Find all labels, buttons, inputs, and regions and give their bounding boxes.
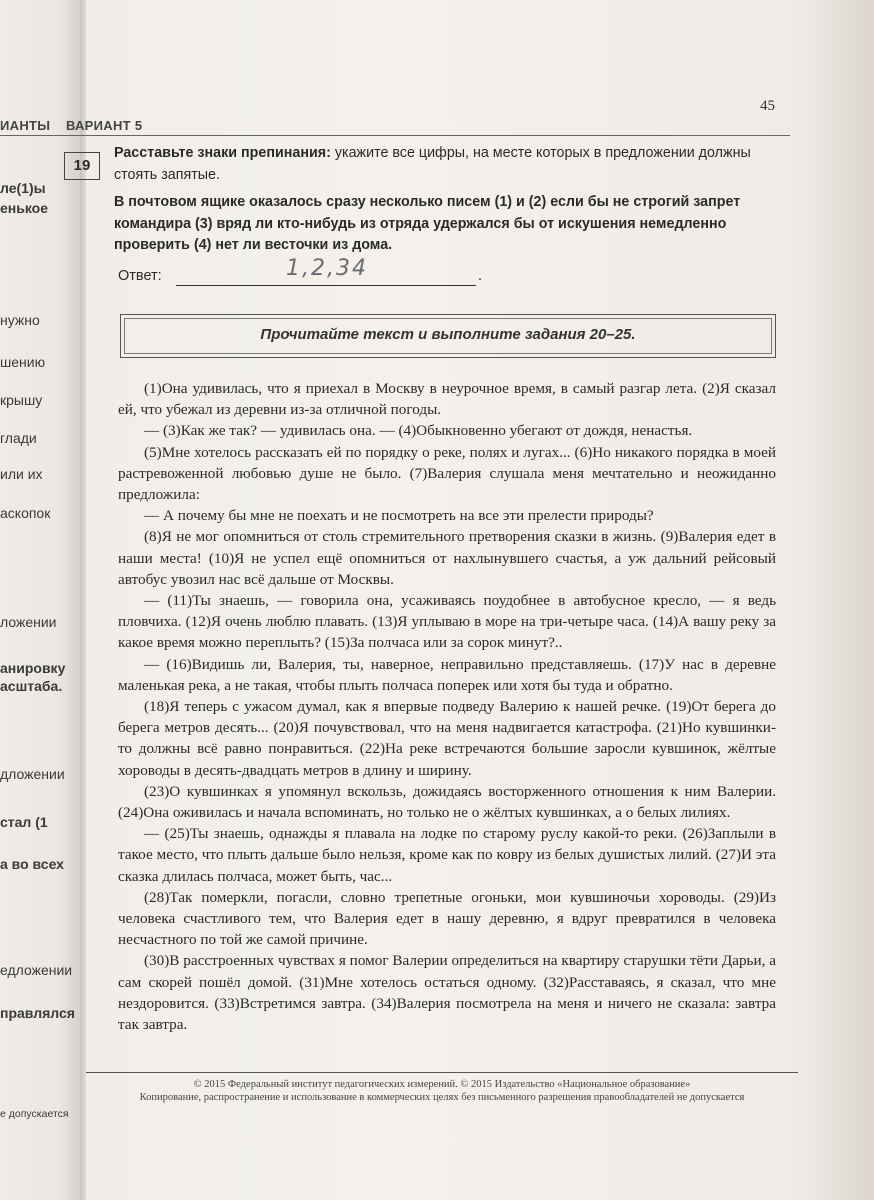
left-page-fragment: асштаба.: [0, 678, 63, 694]
task-number-box: 19: [64, 152, 100, 180]
reading-text: [118, 378, 776, 1035]
text-paragraph: — (25)Ты знаешь, однажды я плавала на лодке по старому руслу какой-то реки. (26)Заплыли в такое место, что плыть дальше было нельзя, кроме как по ковру из белых душистых лилий. (27)И эта сказка длилась полчаса, может быть, час...: [118, 825, 776, 885]
left-page-fragment: нужно: [0, 312, 40, 328]
left-page-fragment: дложении: [0, 766, 65, 782]
text-paragraph: — (11)Ты знаешь, — говорила она, усаживаясь поудобнее в автобусное кресло, — я ведь пловчиха. (12)Я очень люблю плавать. (13)Я уплываю в море на три-четыре часа. (14)А вашу реку за какое время можно переплыть? (15)За полчаса или за сорок минут?..: [118, 592, 776, 652]
task-instruction: [114, 143, 774, 186]
variant-label: ВАРИАНТ 5: [65, 118, 143, 133]
previous-page-edge: [0, 0, 82, 1200]
left-page-fragment: е допускается: [0, 1108, 69, 1120]
left-page-fragment: а во всех: [0, 856, 64, 872]
footer-divider: [86, 1072, 798, 1073]
text-paragraph: (5)Мне хотелось рассказать ей по порядку о реке, полях и лугах... (6)Но никакого порядка в моей растревоженной любовью душе не было. (7)Валерия слушала меня мечтательно и неожиданно предложила:: [118, 443, 776, 504]
reading-instruction-text: Прочитайте текст и выполните задания 20–25.: [260, 326, 636, 343]
task-19: [114, 143, 774, 263]
left-page-fragment: анировку: [0, 660, 66, 676]
left-page-fragment: глади: [0, 430, 37, 446]
task-sentence: В почтовом ящике оказалось сразу несколько писем (1) и (2) если бы не строгий запрет командира (3) вряд ли кто-нибудь из отряда удержался бы от искушения немедленно проверить (4) нет ли весточки из дома.: [114, 194, 741, 253]
answer-row: [118, 256, 538, 292]
text-paragraph: (1)Она удивилась, что я приехал в Москву в неурочное время, в самый разгар лета. (2)Я сказал ей, что убежал из деревни из-за отличной погоды.: [118, 380, 776, 419]
left-page-fragment: крышу: [0, 392, 43, 408]
running-header: [0, 118, 142, 133]
left-page-fragment: едложении: [0, 962, 73, 978]
running-header-left-fragment: ИАНТЫ: [0, 118, 51, 133]
text-paragraph: (28)Так померкли, погасли, словно трепетные огоньки, мои кувшиночьи хороводы. (29)Из человека счастливого тем, что Валерия едет в нашу деревню, я вдруг превратился в человека несчастного по той же самой причине.: [118, 888, 776, 949]
copyright-line-2: Копирование, распространение и использование в коммерческих целях без письменного разрешения правообладателей не допускается: [139, 1092, 745, 1103]
text-paragraph: — (3)Как же так? — удивилась она. — (4)Обыкновенно убегают от дождя, ненастья.: [144, 422, 693, 440]
copyright-line-1: © 2015 Федеральный институт педагогических измерений. © 2015 Издательство «Национальное образование»: [193, 1079, 691, 1090]
left-page-fragment: стал (1: [0, 814, 48, 830]
left-page-fragment: или их: [0, 466, 43, 482]
left-page-fragment: ложении: [0, 614, 57, 630]
answer-period: .: [478, 268, 483, 284]
left-page-fragment: шению: [0, 354, 46, 370]
answer-line: [176, 285, 476, 286]
left-page-fragment: енькое: [0, 200, 49, 216]
header-divider: [0, 135, 790, 136]
task-instruction-lead: Расставьте знаки препинания:: [114, 145, 331, 161]
task-instruction-rest: укажите все цифры, на месте которых в предложении должны стоять запятые.: [114, 145, 751, 183]
text-paragraph: (18)Я теперь с ужасом думал, как я впервые подведу Валерию к нашей речке. (19)От берега до берега метров десять... (20)Я почувствовал, что на меня надвигается катастрофа. (21)Но кувшинки-то должны всё равно понравиться. (22)На реке встречаются большие заросли кувшинок, жёлтые хороводы в десять-двадцать метров в длину и ширину.: [118, 698, 776, 779]
left-page-fragment: аскопок: [0, 505, 51, 521]
left-page-fragment: ле(1)ы: [0, 180, 46, 196]
text-paragraph: (23)О кувшинках я упомянул вскользь, дожидаясь восторженного отношения к ним Валерии. (24)Она оживилась и начала вспоминать, но только не о жёлтых кувшинках, а о белых лилиях.: [118, 782, 776, 822]
handwritten-answer: 1,2,34: [286, 256, 368, 281]
answer-label: Ответ:: [118, 268, 162, 284]
text-paragraph: — (16)Видишь ли, Валерия, ты, наверное, неправильно представляешь. (17)У нас в деревне маленькая река, а не такая, чтобы плыть полчаса поперек или хотя бы туда и обратно.: [118, 655, 776, 694]
text-paragraph: — А почему бы мне не поехать и не посмотреть на все эти прелести природы?: [144, 507, 654, 525]
reading-instruction-banner: [120, 314, 776, 358]
text-paragraph: (30)В расстроенных чувствах я помог Валерии определиться на квартиру старушки тёти Дарьи, а сам скорей пошёл домой. (31)Мне хотелось остаться одному. (32)Расставаясь, я сказал, что мне нездоровится. (33)Встретимся завтра. (34)Валерия посмотрела на меня и ничего не сказала: завтра так завтра.: [118, 952, 776, 1034]
copyright-footer: [86, 1078, 798, 1104]
left-page-fragment: правлялся: [0, 1005, 75, 1021]
text-paragraph: (8)Я не мог опомниться от столь стремительного претворения сказки в жизнь. (9)Валерия едет в наши места! (10)Я не успел ещё опомниться от нахлынувшего счастья, а уж дальний рейсовый автобус увозил нас всё дальше от Москвы.: [118, 528, 776, 588]
page-number: 45: [760, 98, 775, 114]
